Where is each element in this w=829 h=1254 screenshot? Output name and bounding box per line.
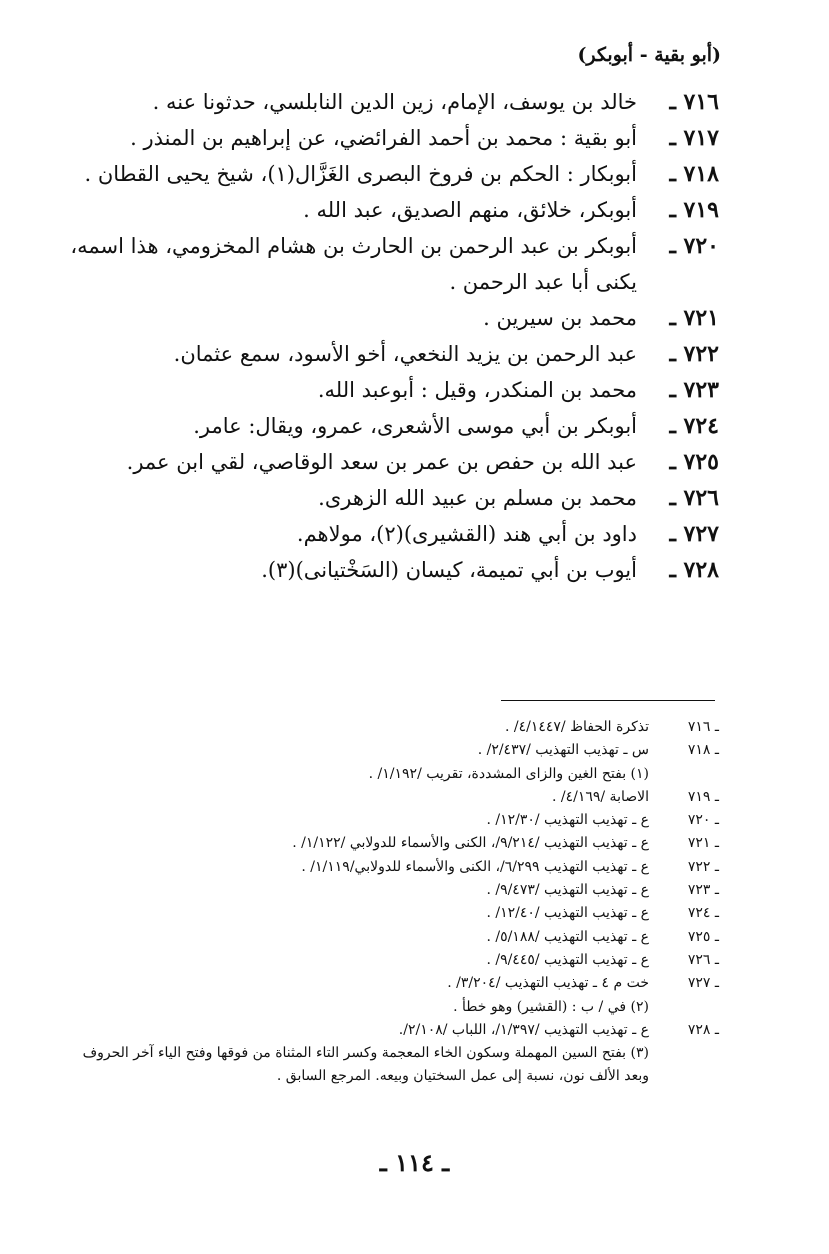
footnote-row — [79, 763, 719, 786]
footnote-text: (٢) في / ب : (القشير) وهو خطأ . — [453, 998, 649, 1015]
entry-number: ٧٢٣ ـ — [669, 377, 719, 403]
entry-row — [69, 156, 719, 192]
entry-text: أيوب بن أبي تميمة، كيسان (السَخْتيانى)(٣). — [261, 558, 637, 582]
reference-row — [79, 926, 719, 949]
reference-number: ـ ٧١٦ — [687, 719, 719, 735]
entry-number: ٧٢٤ ـ — [669, 413, 719, 439]
reference-number: ـ ٧٢٨ — [687, 1021, 719, 1038]
entry-number: ٧٢٨ ـ — [669, 557, 719, 583]
entry-number: ٧١٦ ـ — [669, 89, 719, 115]
reference-row — [79, 972, 719, 995]
reference-text: ع ـ تهذيب التهذيب /٥/١٨٨/ . — [486, 928, 649, 945]
footnote-row — [79, 996, 719, 1019]
entry-text: أبوبكر بن عبد الرحمن بن الحارث بن هشام المخزومي، هذا اسمه، يكنى أبا عبد الرحمن . — [70, 234, 637, 294]
entry-text: عبد الله بن حفص بن عمر بن سعد الوقاصي، لقي ابن عمر. — [126, 450, 637, 474]
entry-number: ٧٢٠ ـ — [669, 233, 719, 259]
reference-number: ـ ٧٢١ — [687, 835, 719, 852]
reference-number: ـ ٧١٩ — [687, 788, 719, 805]
entry-number: ٧٢١ ـ — [669, 305, 719, 331]
reference-text: ع ـ تهذيب التهذيب /٩/٤٤٥/ . — [486, 951, 649, 968]
entry-row — [69, 228, 719, 300]
reference-number: ـ ٧٢٥ — [687, 928, 719, 945]
entry-text: خالد بن يوسف، الإمام، زين الدين النابلسي، حدثونا عنه . — [152, 90, 637, 114]
reference-text: ع ـ تهذيب التهذيب /٩/٤٧٣/ . — [486, 882, 649, 899]
entry-row — [69, 408, 719, 444]
entry-row — [69, 84, 719, 120]
reference-row — [79, 809, 719, 832]
reference-row — [79, 879, 719, 902]
reference-row — [79, 786, 719, 809]
entry-number: ٧٢٥ ـ — [669, 449, 719, 475]
entry-number: ٧١٨ ـ — [669, 161, 719, 187]
footnote-row — [79, 1042, 719, 1089]
footnote-divider — [501, 700, 715, 701]
reference-number: ـ ٧٢٣ — [687, 882, 719, 899]
entry-row — [69, 444, 719, 480]
entry-text: محمد بن المنكدر، وقيل : أبوعبد الله. — [317, 378, 637, 402]
entry-row — [69, 336, 719, 372]
entry-text: أبوبكر، خلائق، منهم الصديق، عبد الله . — [303, 198, 637, 222]
entry-row — [69, 300, 719, 336]
entry-number: ٧١٩ ـ — [669, 197, 719, 223]
entry-row — [69, 120, 719, 156]
reference-text: ع ـ تهذيب التهذيب /١٢/٣٠/ . — [486, 812, 649, 829]
entry-text: عبد الرحمن بن يزيد النخعي، أخو الأسود، سمع عثمان. — [173, 342, 637, 366]
entry-text: داود بن أبي هند (القشيرى)(٢)، مولاهم. — [296, 522, 637, 546]
reference-text: ع ـ تهذيب التهذيب ٦/٢٩٩/، الكنى والأسماء للدولابي/١/١١٩/ . — [301, 858, 649, 875]
entry-row — [69, 480, 719, 516]
footnotes-list — [79, 716, 719, 1089]
reference-row — [79, 856, 719, 879]
entry-text: أبو بقية : محمد بن أحمد الفرائضي، عن إبراهيم بن المنذر . — [130, 126, 637, 150]
page-header: (أبو بقية - أبوبكر) — [577, 44, 721, 66]
reference-number: ـ ٧٢٠ — [687, 812, 719, 829]
reference-row — [79, 902, 719, 925]
entry-row — [69, 372, 719, 408]
entries-list — [69, 84, 719, 588]
entry-text: محمد بن مسلم بن عبيد الله الزهرى. — [318, 486, 637, 510]
entry-row — [69, 192, 719, 228]
entry-text: أبوبكار : الحكم بن فروخ البصرى الغَزَّال(١)، شيخ يحيى القطان . — [84, 162, 637, 186]
reference-row — [79, 739, 719, 762]
reference-number: ـ ٧٢٤ — [687, 905, 719, 922]
entry-number: ٧٢٦ ـ — [669, 485, 719, 511]
entry-number: ٧٢٢ ـ — [669, 341, 719, 367]
footnote-text: (٣) بفتح السين المهملة وسكون الخاء المعجمة وكسر التاء المثناة من فوقها وفتح الياء آخر الحروف وبعد الألف نون، نسبة إلى عمل السختيان وبيعه. المرجع السابق . — [82, 1045, 649, 1085]
reference-text: الاصابة /٤/١٦٩/ . — [551, 788, 649, 805]
reference-number: ـ ٧٢٧ — [687, 975, 719, 992]
entry-text: محمد بن سيرين . — [483, 306, 637, 330]
reference-row — [79, 716, 719, 739]
reference-number: ـ ٧٢٢ — [687, 858, 719, 875]
entry-number: ٧٢٧ ـ — [669, 521, 719, 547]
reference-number: ـ ٧٢٦ — [687, 951, 719, 968]
entry-text: أبوبكر بن أبي موسى الأشعرى، عمرو، ويقال: عامر. — [193, 414, 637, 438]
reference-text: ع ـ تهذيب التهذيب /٩/٢١٤/، الكنى والأسماء للدولابي /١/١٢٢/ . — [292, 835, 649, 852]
reference-row — [79, 832, 719, 855]
reference-row — [79, 1019, 719, 1042]
entry-row — [69, 516, 719, 552]
reference-text: س ـ تهذيب التهذيب /٢/٤٣٧/ . — [477, 742, 649, 759]
reference-text: ع ـ تهذيب التهذيب /١٢/٤٠/ . — [486, 905, 649, 922]
footnote-text: (١) بفتح الغين والزاى المشددة، تقريب /١/١٩٢/ . — [368, 765, 649, 782]
reference-row — [79, 949, 719, 972]
page-number: ـ ١١٤ ـ — [379, 1148, 450, 1177]
reference-text: ع ـ تهذيب التهذيب /١/٣٩٧/، اللباب /٢/١٠٨/. — [398, 1021, 649, 1038]
entry-number: ٧١٧ ـ — [669, 125, 719, 151]
reference-text: تذكرة الحفاظ /٤/١٤٤٧/ . — [504, 719, 649, 735]
reference-number: ـ ٧١٨ — [687, 742, 719, 759]
reference-text: خت م ٤ ـ تهذيب التهذيب /٣/٢٠٤/ . — [447, 975, 649, 992]
entry-row — [69, 552, 719, 588]
